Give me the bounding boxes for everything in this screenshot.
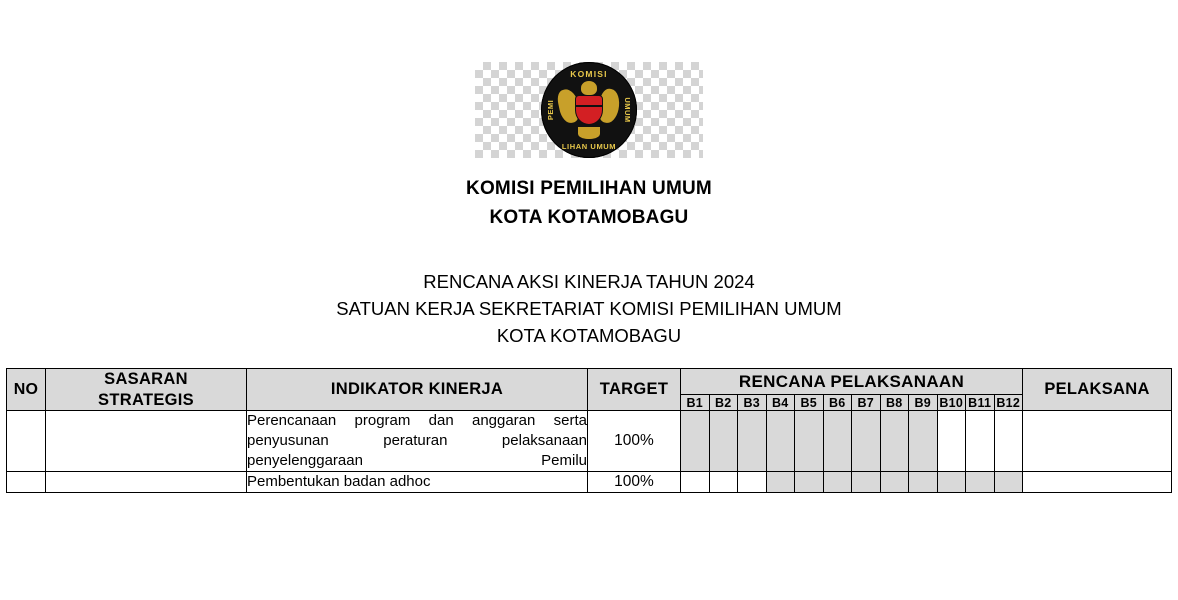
cell-month-b1: [681, 411, 710, 472]
cell-month-b4: [766, 472, 795, 493]
document-title-line-3: KOTA KOTAMOBAGU: [496, 324, 682, 346]
kpu-garuda-emblem-icon: [475, 62, 703, 158]
header-month-b2: B2: [709, 395, 738, 411]
document-title-line-2: SATUAN KERJA SEKRETARIAT KOMISI PEMILIHAN UMUM: [336, 297, 842, 319]
garuda-tail: [578, 127, 600, 139]
header-sasaran-line-1: SASARAN: [104, 370, 188, 388]
cell-pelaksana: [1023, 472, 1172, 493]
header-month-b1: B1: [681, 395, 710, 411]
header-rencana-pelaksanaan: RENCANA PELAKSANAAN: [681, 369, 1023, 395]
header-pelaksana: PELAKSANA: [1023, 369, 1172, 411]
header-month-b11: B11: [966, 395, 995, 411]
cell-month-b9: [909, 411, 938, 472]
header-month-b12: B12: [994, 395, 1023, 411]
header-month-b10: B10: [937, 395, 966, 411]
cell-month-b2: [709, 472, 738, 493]
emblem-right-text: UMUM: [623, 97, 632, 123]
cell-month-b11: [966, 472, 995, 493]
cell-month-b1: [681, 472, 710, 493]
cell-month-b12: [994, 472, 1023, 493]
emblem-circle: [541, 62, 637, 158]
header-indikator-kinerja: INDIKATOR KINERJA: [247, 369, 588, 411]
header-month-b9: B9: [909, 395, 938, 411]
cell-pelaksana: [1023, 411, 1172, 472]
header-month-b7: B7: [852, 395, 881, 411]
cell-month-b2: [709, 411, 738, 472]
table-row: [7, 411, 1172, 472]
rencana-aksi-table-container: [6, 368, 1172, 493]
cell-no: [7, 472, 46, 493]
cell-month-b7: [852, 411, 881, 472]
header-target: TARGET: [588, 369, 681, 411]
cell-month-b8: [880, 472, 909, 493]
header-no: NO: [7, 369, 46, 411]
header-row-1: [7, 369, 1172, 395]
cell-month-b5: [795, 472, 824, 493]
emblem-left-text: PEMI: [546, 99, 555, 121]
emblem-top-text: KOMISI: [570, 69, 608, 79]
cell-month-b10: [937, 411, 966, 472]
cell-month-b9: [909, 472, 938, 493]
cell-month-b3: [738, 472, 767, 493]
header-month-b4: B4: [766, 395, 795, 411]
cell-month-b11: [966, 411, 995, 472]
cell-sasaran: [46, 472, 247, 493]
cell-month-b6: [823, 472, 852, 493]
garuda-head: [581, 81, 597, 95]
table-head: [7, 369, 1172, 411]
cell-month-b7: [852, 472, 881, 493]
cell-month-b10: [937, 472, 966, 493]
cell-indikator: Pembentukan badan adhoc: [247, 472, 588, 493]
cell-month-b4: [766, 411, 795, 472]
cell-month-b12: [994, 411, 1023, 472]
organization-city: KOTA KOTAMOBAGU: [489, 207, 689, 229]
garuda-shield: [575, 95, 603, 125]
cell-no: [7, 411, 46, 472]
header-month-b6: B6: [823, 395, 852, 411]
table-row: [7, 472, 1172, 493]
cell-month-b8: [880, 411, 909, 472]
rencana-aksi-table: [6, 368, 1172, 493]
organization-name: KOMISI PEMILIHAN UMUM: [466, 178, 712, 199]
garuda-icon: [559, 81, 619, 139]
table-body: [7, 411, 1172, 493]
header-month-b8: B8: [880, 395, 909, 411]
cell-month-b3: [738, 411, 767, 472]
cell-month-b6: [823, 411, 852, 472]
emblem-bottom-text: LIHAN UMUM: [561, 142, 617, 151]
cell-target: 100%: [588, 411, 681, 472]
cell-target: 100%: [588, 472, 681, 493]
header-month-b5: B5: [795, 395, 824, 411]
header-month-b3: B3: [738, 395, 767, 411]
logo-container: [0, 0, 1178, 158]
header-sasaran-strategis: [46, 369, 247, 411]
cell-month-b5: [795, 411, 824, 472]
document-title-line-1: RENCANA AKSI KINERJA TAHUN 2024: [423, 270, 755, 292]
document-title: [0, 269, 1178, 349]
cell-sasaran: [46, 411, 247, 472]
header-sasaran-line-2: STRATEGIS: [98, 390, 194, 409]
cell-indikator: Perencanaan program dan anggaran serta penyusunan peraturan pelaksanaan penyelenggaraan Pemilu: [247, 411, 588, 472]
